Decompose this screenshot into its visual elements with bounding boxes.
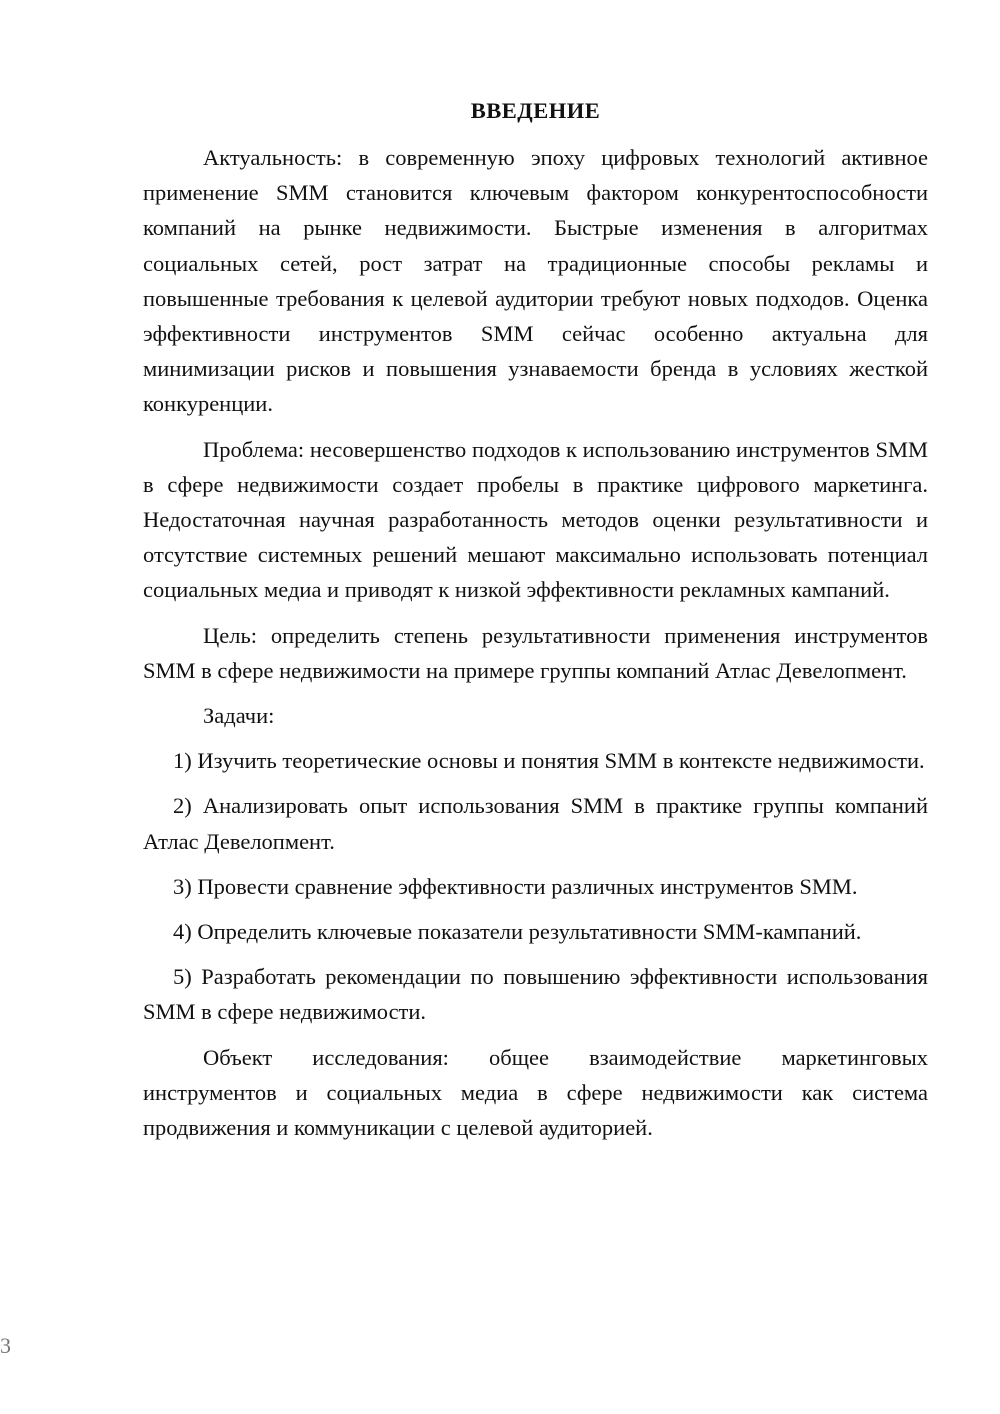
document-page: [143, 90, 928, 1155]
relevance-paragraph: Актуальность: в современную эпоху цифровых технологий активное применение SMM становится ключевым фактором конкурентоспособности компаний на рынке недвижимости. Быстрые изменения в алгоритмах социальных сетей, рост затрат на традиционные способы рекламы и повышенные требования к целевой аудитории требуют новых подходов. Оценка эффективности инструментов SMM сейчас особенно актуальна для минимизации рисков и повышения узнаваемости бренда в условиях жесткой конкуренции.: [143, 145, 928, 417]
task-item: 2) Анализировать опыт использования SMM в практике группы компаний Атлас Девелопмент.: [143, 793, 928, 854]
task-item: 1) Изучить теоретические основы и понятия SMM в контексте недвижимости.: [173, 748, 925, 774]
object-paragraph: Объект исследования: общее взаимодействие маркетинговых инструментов и социальных медиа в сфере недвижимости как система продвижения и коммуникации с целевой аудиторией.: [143, 1044, 928, 1141]
goal-paragraph: Цель: определить степень результативности применения инструментов SMM в сфере недвижимости на примере группы компаний Атлас Девелопмент.: [143, 622, 928, 683]
tasks-heading: Задачи:: [203, 703, 275, 729]
task-item: 3) Провести сравнение эффективности различных инструментов SMM.: [173, 873, 858, 899]
task-item: 4) Определить ключевые показатели результативности SMM-кампаний.: [173, 919, 862, 945]
section-title: ВВЕДЕНИЕ: [470, 98, 601, 123]
problem-paragraph: Проблема: несовершенство подходов к использованию инструментов SMM в сфере недвижимости создает пробелы в практике цифрового маркетинга. Недостаточная научная разработанность методов оценки результативности и отсутствие системных решений мешают максимально использовать потенциал социальных медиа и приводят к низкой эффективности рекламных кампаний.: [143, 436, 928, 603]
page-number: 3: [0, 1333, 11, 1358]
task-item: 5) Разработать рекомендации по повышению эффективности использования SMM в сфере недвижимости.: [143, 964, 928, 1025]
